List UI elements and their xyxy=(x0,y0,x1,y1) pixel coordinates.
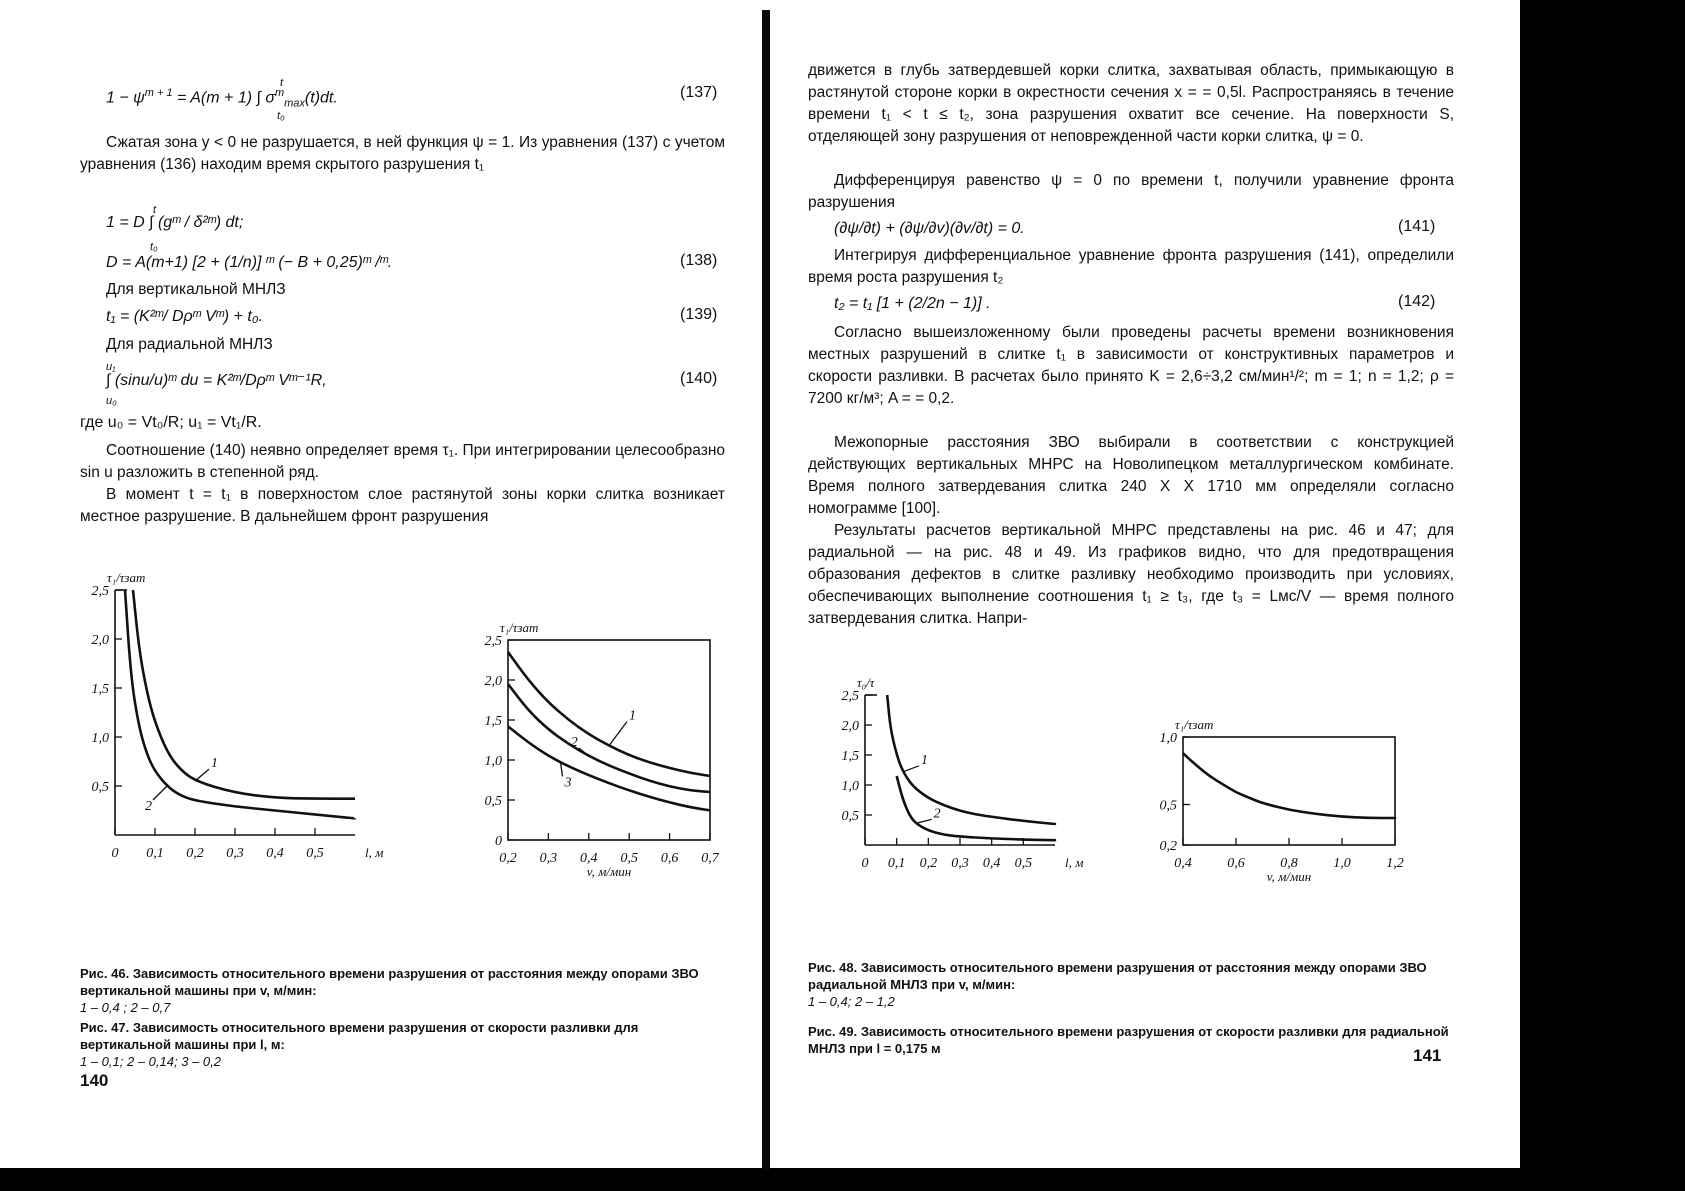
radial-mnlz-label: Для радиальной МНЛЗ xyxy=(106,336,273,353)
caption-fig47-text: Зависимость относительного времени разрушения от скорости разливки для вертикальной машины при l, м: xyxy=(80,1020,639,1052)
plot-frame xyxy=(1183,737,1395,845)
series-line-1 xyxy=(133,590,355,799)
series-line-1 xyxy=(887,695,1055,824)
x-axis-label: l, м xyxy=(1065,855,1084,870)
y-tick-label: 0,5 xyxy=(1159,798,1177,814)
x-axis-label: l, м xyxy=(365,845,384,860)
x-tick-label: 0,2 xyxy=(186,846,204,861)
eq137-lhs-sup: m + 1 xyxy=(144,87,173,99)
equation-137 xyxy=(106,82,338,115)
paragraph: Соотношение (140) неявно определяет время τ₁. При интегрировании целесообразно sin u разложить в степенной ряд. xyxy=(80,442,725,481)
series-label: 1 xyxy=(629,708,636,724)
caption-fig47-legend: 1 – 0,1; 2 – 0,14; 3 – 0,2 xyxy=(80,1054,221,1069)
series-label: 2 xyxy=(933,806,941,822)
caption-fig47 xyxy=(80,1019,725,1070)
book-spine xyxy=(762,10,770,1170)
equation-142: t₂ = t₁ [1 + (2/2n − 1)] . xyxy=(834,295,991,312)
y-tick-label: 2,5 xyxy=(484,634,502,649)
y-tick-label: 1,0 xyxy=(1159,731,1177,746)
eq-int-bot: t₀ xyxy=(150,241,158,253)
chart-fig47 xyxy=(478,620,728,885)
eq137-int-top: t xyxy=(280,77,284,89)
x-tick-label: 0,5 xyxy=(306,846,324,861)
x-tick-label: 0,2 xyxy=(499,851,517,866)
y-tick-label: 0,5 xyxy=(841,809,859,824)
where-clause: где u₀ = Vt₀/R; u₁ = Vt₁/R. xyxy=(80,414,262,431)
eq137-sub: max xyxy=(284,97,305,110)
equation-140: ∫ (sinu/u)ᵐ du = K²ᵐ/Dρᵐ Vᵐ⁻¹R, xyxy=(106,372,327,389)
y-axis-label: τ₀/τ xyxy=(857,675,875,690)
eq137-lhs: 1 − ψ xyxy=(106,89,145,107)
caption-fig46-legend: 1 – 0,4 ; 2 – 0,7 xyxy=(80,1000,171,1015)
eq137-sup: m xyxy=(274,87,285,99)
x-tick-label: 0,4 xyxy=(1174,856,1192,871)
paragraph: Сжатая зона y < 0 не разрушается, в ней функция ψ = 1. Из уравнения (137) с учетом уравнения (136) находим время скрытого разрушения t₁ xyxy=(80,134,725,173)
caption-fig49-title: Рис. 49. xyxy=(808,1024,858,1039)
paragraph: Интегрируя дифференциальное уравнение фронта разрушения (141), определили время роста разрушения t₂ xyxy=(808,247,1454,286)
x-tick-label: 0,3 xyxy=(539,851,558,866)
y-tick-label: 1,0 xyxy=(841,779,859,794)
x-tick-label: 0,4 xyxy=(266,846,284,861)
y-tick-label: 1,5 xyxy=(841,749,859,764)
series-label: 2 xyxy=(570,735,578,750)
y-axis-label: τ₁/τзат xyxy=(500,620,539,635)
paragraph: Межопорные расстояния ЗВО выбирали в соответствии с конструкцией действующих вертикальных МНРС на Новолипецком металлургическом комбинате. Время полного затвердевания слитка 240 X X 1710 мм определяли согласно номограмме [100]. xyxy=(808,434,1454,517)
x-tick-label: 0,7 xyxy=(701,851,719,866)
eq138-number: (138) xyxy=(680,252,718,269)
y-tick-label: 2,0 xyxy=(484,674,502,689)
caption-fig48-text: Зависимость относительного времени разрушения от расстояния между опорами ЗВО радиальной МНЛЗ при v, м/мин: xyxy=(808,960,1427,992)
scan-border-bottom xyxy=(0,1168,1685,1191)
eq142-number: (142) xyxy=(1398,293,1436,310)
x-tick-label: 0,5 xyxy=(1014,856,1033,871)
y-tick-label: 0 xyxy=(495,834,502,849)
x-axis-label: v, м/мин xyxy=(586,864,632,879)
x-tick-label: 0 xyxy=(861,856,869,871)
paragraph: Согласно вышеизложенному были проведены расчеты времени возникновения местных разрушений в слитке t₁ в зависимости от конструктивных параметров и скорости разливки. В расчетах было принято K = 2,6÷3,2 см/мин¹/²; m = 1; n = 1,2; ρ = 7200 кг/м³; A = = 0,2. xyxy=(808,324,1454,407)
plot-frame xyxy=(508,640,710,840)
page-number: 141 xyxy=(1413,1046,1442,1065)
series-line-2 xyxy=(508,684,710,792)
y-tick-label: 2,0 xyxy=(841,719,859,734)
chart-fig48 xyxy=(830,675,1084,885)
x-tick-label: 0 xyxy=(111,846,119,861)
series-label-leader xyxy=(916,819,932,823)
chart-fig49 xyxy=(1155,717,1404,885)
y-tick-label: 1,0 xyxy=(484,754,502,769)
eq140-int-bot: u₀ xyxy=(106,395,117,407)
series-label-leader xyxy=(153,786,167,800)
caption-fig47-title: Рис. 47. xyxy=(80,1020,130,1035)
x-tick-label: 0,5 xyxy=(620,851,638,866)
y-tick-label: 2,5 xyxy=(91,584,109,599)
paragraph: движется в глубь затвердевшей корки слитка, захватывая область, примыкающую в растянутой стороне корки в окрестности сечения x = = 0,5l. Распространяясь в течение времени t₁ < t ≤ t₂, зона разрушения охватит все сечение. На поверхности S, отделяющей зону разрушения от неповрежденной части корки слитка, ψ = 0. xyxy=(808,62,1454,145)
eq-int-top: t xyxy=(153,204,157,216)
eq140-number: (140) xyxy=(680,370,718,387)
equation-hidden-failure: 1 = D ∫ (gᵐ / δ²ᵐ) dt; xyxy=(106,214,244,231)
chart-fig46 xyxy=(70,570,390,880)
eq137-int-bot: t₀ xyxy=(277,110,285,122)
x-tick-label: 0,3 xyxy=(226,846,244,861)
paragraph: Дифференцируя равенство ψ = 0 по времени t, получили уравнение фронта разрушения xyxy=(808,172,1454,211)
series-label: 3 xyxy=(564,775,572,791)
caption-fig46-title: Рис. 46. xyxy=(80,966,130,981)
x-tick-label: 0,2 xyxy=(919,856,938,871)
x-tick-label: 0,6 xyxy=(1227,856,1245,871)
y-tick-label: 0,5 xyxy=(91,780,109,795)
page-number: 140 xyxy=(80,1071,109,1090)
paragraph: Результаты расчетов вертикальной МНРС представлены на рис. 46 и 47; для радиальной — на рис. 48 и 49. Из графиков видно, что для предотвращения образования дефектов в слитке разливку необходимо производить при условиях, обеспечивающих выполнение соотношения t₁ ≥ t₃, где t₃ = Lмс/V — время полного затвердевания слитка. Напри- xyxy=(808,522,1454,627)
caption-fig48-legend: 1 – 0,4; 2 – 1,2 xyxy=(808,994,895,1009)
equation-139: t₁ = (K²ᵐ/ Dρᵐ Vᵐ) + t₀. xyxy=(106,308,263,325)
eq137-tail: (t)dt. xyxy=(304,89,338,107)
y-tick-label: 0,5 xyxy=(484,794,502,809)
series-line-2 xyxy=(125,590,355,818)
eq140-int-top: u₁ xyxy=(106,361,116,373)
x-tick-label: 0,4 xyxy=(982,856,1001,871)
y-tick-label: 2,0 xyxy=(91,633,109,648)
eq137-rhs: = A(m + 1) ∫ σ xyxy=(172,89,275,107)
caption-fig48 xyxy=(808,959,1454,1010)
series-label-leader xyxy=(195,769,209,781)
x-axis-label: v, м/мин xyxy=(1266,869,1312,884)
x-tick-label: 0,1 xyxy=(146,846,164,861)
caption-fig49-text: Зависимость относительного времени разрушения от скорости разливки для радиальной МНЛЗ при l = 0,175 м xyxy=(808,1024,1449,1056)
y-axis-label: τ₁/τзат xyxy=(107,570,146,585)
y-tick-label: 1,5 xyxy=(484,714,502,729)
equation-138: D = A(m+1) [2 + (1/n)] ᵐ (− B + 0,25)ᵐ /ᵐ. xyxy=(106,254,393,271)
x-tick-label: 0,3 xyxy=(951,856,969,871)
series-label: 1 xyxy=(211,756,218,772)
vertical-mnlz-label: Для вертикальной МНЛЗ xyxy=(106,281,286,298)
x-tick-label: 1,0 xyxy=(1333,856,1351,871)
x-tick-label: 0,6 xyxy=(660,851,679,866)
equation-141: (∂ψ/∂t) + (∂ψ/∂v)(∂v/∂t) = 0. xyxy=(834,220,1025,237)
x-tick-label: 0,8 xyxy=(1280,856,1298,871)
eq139-number: (139) xyxy=(680,306,718,323)
series-label: 2 xyxy=(145,799,152,814)
caption-fig48-title: Рис. 48. xyxy=(808,960,858,975)
caption-fig49 xyxy=(808,1023,1454,1057)
series-label-leader xyxy=(903,766,919,772)
paragraph: В момент t = t₁ в поверхностом слое растянутой зоны корки слитка возникает местное разрушение. В дальнейшем фронт разрушения xyxy=(80,486,725,525)
series-line-2 xyxy=(897,776,1055,840)
eq137-number: (137) xyxy=(680,84,718,101)
scan-border-right xyxy=(1520,0,1685,1191)
caption-fig46 xyxy=(80,965,725,1016)
x-tick-label: 1,2 xyxy=(1386,856,1404,871)
y-tick-label: 0,2 xyxy=(1159,839,1177,854)
series-label-leader xyxy=(609,722,627,746)
x-tick-label: 0,4 xyxy=(580,851,598,866)
series-line-main xyxy=(1183,753,1395,818)
x-tick-label: 0,1 xyxy=(887,856,906,871)
caption-fig46-text: Зависимость относительного времени разрушения от расстояния между опорами ЗВО вертикальной машины при v, м/мин: xyxy=(80,966,699,998)
series-line-1 xyxy=(508,652,710,776)
y-tick-label: 2,5 xyxy=(841,689,859,704)
series-label: 1 xyxy=(921,752,928,768)
y-tick-label: 1,0 xyxy=(91,731,109,746)
y-tick-label: 1,5 xyxy=(91,682,109,697)
y-axis-label: τ₁/τзат xyxy=(1175,717,1214,732)
eq141-number: (141) xyxy=(1398,218,1436,235)
series-line-3 xyxy=(508,726,710,810)
